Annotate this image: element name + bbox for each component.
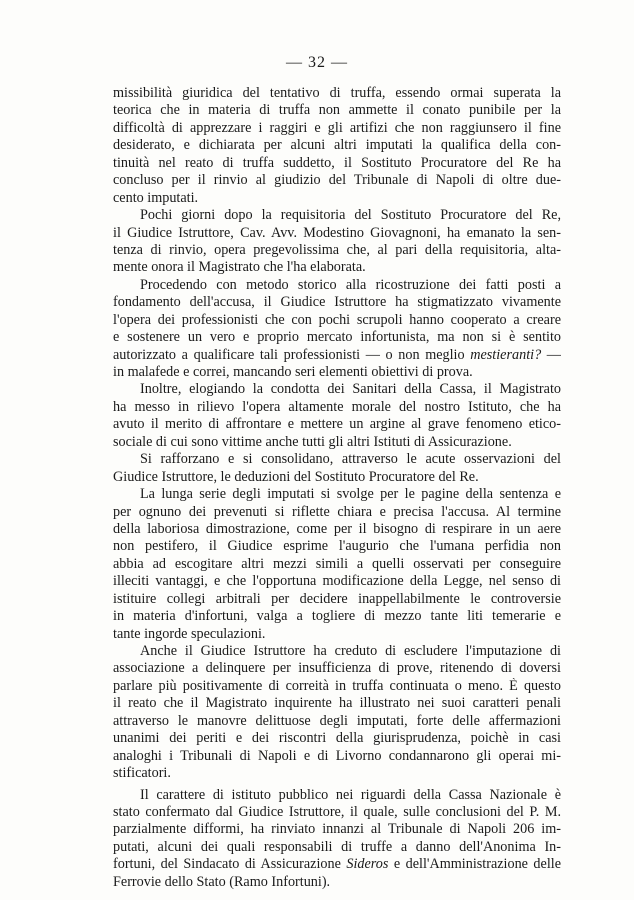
text-line: ha messo in rilievo l'opera altamente morale del nostro Istituto, che ha [113, 398, 561, 415]
text-line: fortuni, del Sindacato di Assicurazione Sideros e dell'Amministrazione delle [113, 856, 561, 873]
text-line: illeciti vantaggi, e che l'opportuna modificazione della Legge, nel senso di [113, 573, 561, 590]
text-line: desiderato, e dichiarata per alcuni altri imputati la qualifica della con- [113, 137, 561, 154]
text-line: Si rafforzano e si consolidano, attraverso le acute osservazioni del [140, 451, 561, 468]
text-line: in materia d'infortuni, valga a togliere di mezzo tante liti temerarie e [113, 608, 561, 625]
text-line: tinuità nel reato di truffa suddetto, il Sostituto Procuratore del Re ha [113, 154, 561, 171]
text-line: Pochi giorni dopo la requisitoria del Sostituto Procuratore del Re, [140, 207, 561, 224]
text-line: Procedendo con metodo storico alla ricostruzione dei fatti posti a [140, 276, 561, 293]
text-line: concluso per il rinvio al giudizio del Tribunale di Napoli di oltre due- [113, 172, 561, 189]
text-line: e sostenere un vero e proprio mercato infortunista, ma non si è sentito [113, 329, 561, 346]
paragraph [113, 787, 561, 892]
text-line: teorica che in materia di truffa non ammette il conato punibile per la [113, 102, 561, 119]
text-line: cento imputati. [113, 189, 199, 206]
body-text [113, 85, 561, 891]
text-line: sociale di cui sono vittime anche tutti gli altri Istituti di Assicurazione. [113, 433, 512, 450]
text-line: fondamento dell'accusa, il Giudice Istruttore ha stigmatizzato vivamente [113, 294, 561, 311]
text-line: istituire collegi arbitrali per decidere inappellabilmente le controversie [113, 590, 561, 607]
paragraph [113, 643, 561, 783]
text-line: associazione a delinquere per insufficienza di prove, ritenendo di doversi [113, 660, 561, 677]
text-line: in malafede e correi, mancando seri elementi obiettivi di prova. [113, 364, 473, 380]
text-line: attraverso le manovre delittuose degli imputati, forte delle affermazioni [113, 712, 561, 729]
text-line: Anche il Giudice Istruttore ha creduto di escludere l'imputazione di [140, 643, 561, 659]
text-line: unanimi dei periti e dei riscontri della giurisprudenza, poichè in casi [113, 730, 561, 747]
text-line: Giudice Istruttore, le deduzioni del Sostituto Procuratore del Re. [113, 468, 479, 485]
page-number: — 32 — [286, 54, 348, 71]
paragraph [113, 486, 561, 643]
text-line: parzialmente difformi, ha rinviato innanzi al Tribunale di Napoli 206 im- [113, 821, 561, 838]
text-line: per ognuno dei prevenuti si riflette chiara e precisa l'accusa. Al termine [113, 503, 561, 520]
text-line: mente onora il Magistrato che l'ha elaborata. [113, 259, 366, 276]
text-line: parlare più positivamente di correità in truffa continuata o meno. È questo [113, 677, 561, 694]
paragraph [113, 451, 561, 486]
text-line: stificatori. [113, 765, 171, 782]
paragraph [113, 85, 561, 207]
text-line: tante ingorde speculazioni. [113, 625, 266, 642]
text-line: putati, alcuni dei quali responsabili di truffe a danno dell'Anonima In- [113, 838, 561, 855]
text-line: autorizzato a qualificare tali professionisti — o non meglio mestieranti? — [113, 346, 561, 363]
italic-word: mestieranti? [470, 346, 542, 363]
text-line: non pestifero, il Giudice esprime l'augurio che l'umana perfidia non [113, 538, 561, 555]
text-line: tenza di rinvio, opera pregevolissima che, al pari della requisitoria, alta- [113, 241, 561, 258]
paragraph [113, 207, 561, 277]
text-line: il Giudice Istruttore, Cav. Avv. Modestino Giovagnoni, ha emanato la sen- [113, 224, 561, 241]
text-line: stato confermato dal Giudice Istruttore, il quale, sulle conclusioni del P. M. [113, 803, 561, 820]
text-line: La lunga serie degli imputati si svolge per le pagine della sentenza e [140, 486, 561, 503]
text-line: il reato che il Magistrato inquirente ha illustrato nei suoi caratteri penali [113, 695, 561, 712]
text-line: della laboriosa dimostrazione, come per il bisogno di respirare in un aere [113, 520, 561, 537]
text-line: Inoltre, elogiando la condotta dei Sanitari della Cassa, il Magistrato [140, 381, 561, 398]
paragraph [113, 381, 561, 451]
text-line: abbia ad escogitare altri mezzi simili a quelli osservati per conseguire [113, 555, 561, 572]
text-line: missibilità giuridica del tentativo di truffa, essendo ormai superata la [113, 85, 561, 101]
paragraph [113, 277, 561, 382]
text-line: l'opera dei professionisti che con pochi scrupoli hanno cooperato a creare [113, 311, 561, 328]
text-line: avuto il merito di affrontare e mettere un argine al grave fenomeno etico- [113, 416, 561, 433]
text-line: difficoltà di apprezzare i raggiri e gli artifizi che non raggiunsero il fine [113, 119, 561, 136]
text-line: Il carattere di istituto pubblico nei riguardi della Cassa Nazionale è [140, 786, 561, 803]
text-line: Ferrovie dello Stato (Ramo Infortuni). [113, 873, 331, 890]
text-line: analoghi i Tribunali di Napoli e di Livorno condannarono gli operai mi- [113, 747, 561, 764]
italic-word: Sideros [346, 856, 389, 873]
